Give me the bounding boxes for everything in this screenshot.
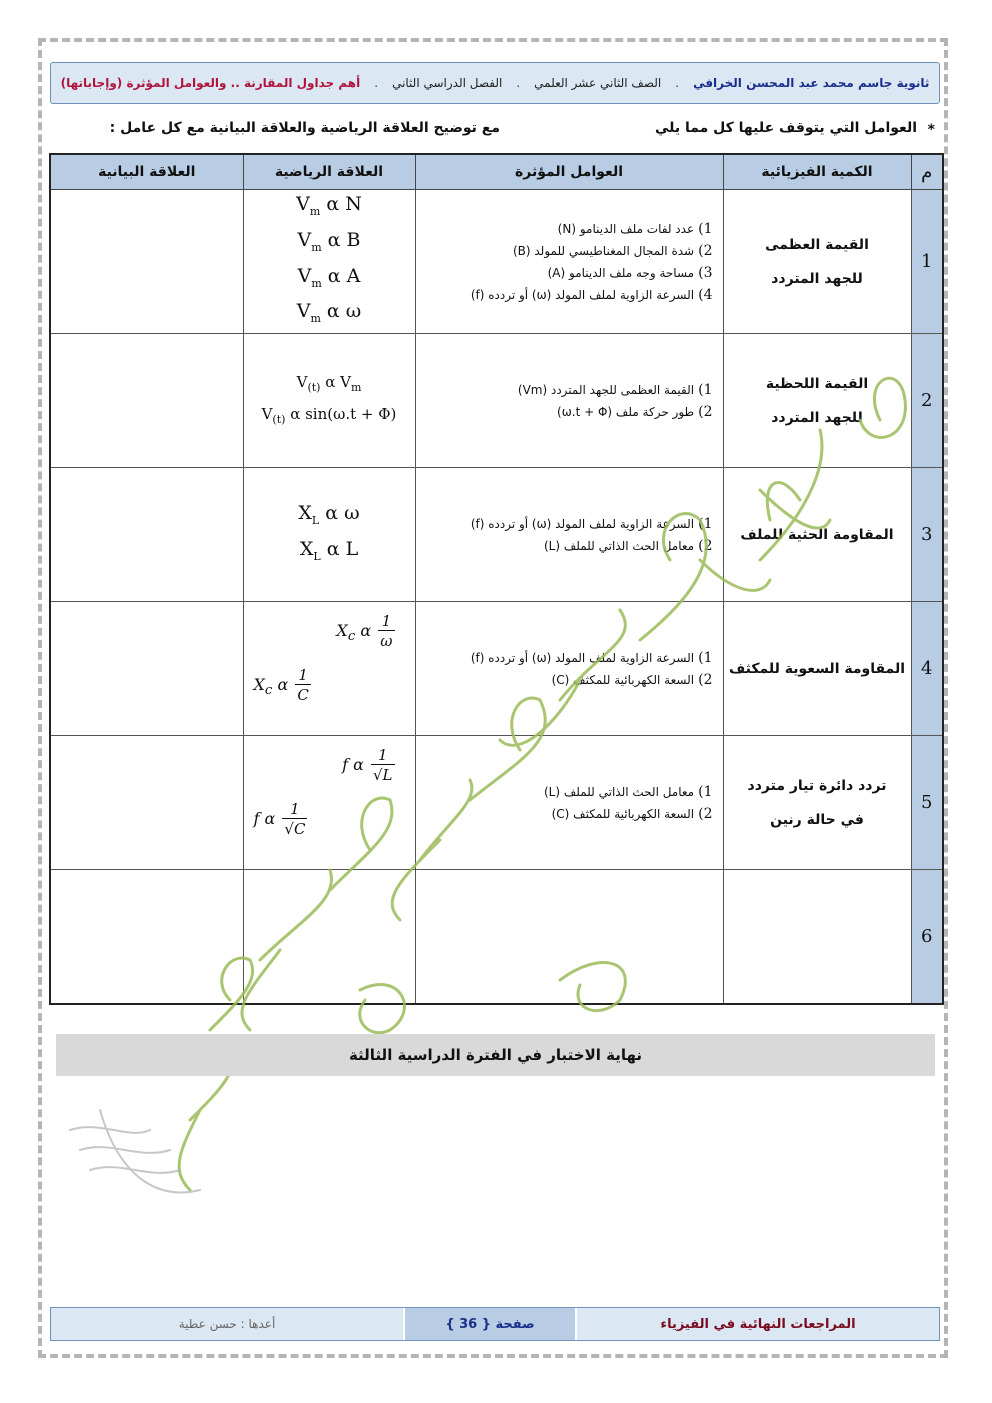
quantity-cell [723, 334, 911, 468]
math-cell [243, 736, 415, 870]
factor-item: 3)مساحة وجه ملف الدينامو (A) [547, 264, 713, 281]
math-cell [243, 190, 415, 334]
factors-cell [415, 602, 723, 736]
factor-item: 2)شدة المجال المغناطيسي للمولد (B) [512, 242, 713, 259]
quantity-line: القيمة العظمى [765, 236, 869, 253]
math-relation: $X_c$ α $\frac{1}{\omega}$ [336, 611, 393, 650]
row-number: 2 [911, 334, 943, 468]
factor-item: 4)السرعة الزاوية لملف المولد (ω) أو تردده (f) [470, 286, 713, 303]
quantity-cell [723, 602, 911, 736]
question-sub: مع توضيح العلاقة الرياضية والعلاقة البيانية مع كل عامل : [109, 120, 500, 136]
bullet-star: * [927, 122, 935, 138]
quantity-cell [723, 468, 911, 602]
row-number: 6 [911, 870, 943, 1005]
header-separator: . [675, 76, 680, 90]
factor-item: 2)السعة الكهربائية للمكثف (C) [551, 671, 713, 688]
math-cell [243, 468, 415, 602]
math-relation: $V_{(t)}$ α $V_m$ [296, 372, 362, 394]
math-cell [243, 870, 415, 1005]
term-label: الفصل الدراسي الثاني [392, 76, 503, 90]
factor-item: 1)السرعة الزاوية لملف المولد (ω) أو تردده (f) [470, 515, 713, 532]
table-row [50, 870, 943, 1005]
row-number: 1 [911, 190, 943, 334]
page-footer [50, 1307, 940, 1341]
row-number: 4 [911, 602, 943, 736]
page-number: صفحة { 36 } [403, 1308, 575, 1340]
graph-cell [50, 468, 243, 602]
footer-title: المراجعات النهائية في الفيزياء [575, 1308, 939, 1340]
factor-item: 2)معامل الحث الذاتي للملف (L) [543, 537, 713, 554]
graph-cell [50, 736, 243, 870]
quantity-line: المقاومة السعوية للمكثف [729, 660, 905, 677]
math-relation: $X_L$ α ω [298, 501, 360, 527]
quantity-cell [723, 870, 911, 1005]
table-row [50, 334, 943, 468]
math-relation: $V_m$ α ω [296, 300, 362, 326]
quantity-cell [723, 736, 911, 870]
footer-author: أعدها : حسن عطية [51, 1308, 403, 1340]
table-row [50, 190, 943, 334]
school-name: ثانوية جاسم محمد عبد المحسن الخرافي [693, 76, 930, 90]
graph-cell [50, 602, 243, 736]
grade-label: الصف الثاني عشر العلمي [534, 76, 662, 90]
math-relation: $V_m$ α A [297, 264, 361, 290]
question-line [60, 120, 935, 144]
math-relation: $V_{(t)}$ α sin(ω.t + Φ) [261, 404, 397, 426]
factors-table [49, 153, 944, 1005]
factor-item: 1)السرعة الزاوية لملف المولد (ω) أو تردده (f) [470, 649, 713, 666]
math-relation: $V_m$ α N [296, 193, 362, 218]
header-factors: العوامل المؤثرة [415, 154, 723, 190]
table-row [50, 736, 943, 870]
math-relation: f α $\frac{1}{√L}$ [342, 745, 393, 784]
math-relation: $V_m$ α B [297, 228, 361, 254]
header-separator: . [516, 76, 521, 90]
factors-cell [415, 870, 723, 1005]
factor-item: 1)عدد لفات ملف الدينامو (N) [557, 220, 713, 237]
factors-cell [415, 190, 723, 334]
table-header-row [50, 154, 943, 190]
quantity-cell [723, 190, 911, 334]
question-main: العوامل التي يتوقف عليها كل مما يلي [654, 120, 917, 136]
header-math: العلاقة الرياضية [243, 154, 415, 190]
graph-cell [50, 190, 243, 334]
header-num: م [911, 154, 943, 190]
graph-cell [50, 334, 243, 468]
page-header [50, 62, 940, 104]
factor-item: 2)السعة الكهربائية للمكثف (C) [551, 805, 713, 822]
table-row [50, 602, 943, 736]
quantity-line: في حالة رنين [770, 811, 864, 828]
math-relation: $X_L$ α L [299, 537, 359, 563]
quantity-line: للجهد المتردد [771, 270, 863, 287]
factors-cell [415, 736, 723, 870]
math-relation: $X_c$ α $\frac{1}{C}$ [253, 665, 309, 704]
math-cell [243, 602, 415, 736]
topic-label: أهم جداول المقارنة .. والعوامل المؤثرة (وإجاباتها) [60, 76, 361, 90]
header-separator: . [374, 76, 379, 90]
header-quantity: الكمية الفيزيائية [723, 154, 911, 190]
row-number: 5 [911, 736, 943, 870]
quantity-line: القيمة اللحظية [765, 375, 869, 392]
factors-cell [415, 468, 723, 602]
table-row [50, 468, 943, 602]
factor-item: 1)معامل الحث الذاتي للملف (L) [543, 783, 713, 800]
factors-cell [415, 334, 723, 468]
math-relation: f α $\frac{1}{√C}$ [253, 799, 306, 838]
graph-cell [50, 870, 243, 1005]
math-cell [243, 334, 415, 468]
quantity-line: المقاومة الحثية للملف [740, 526, 894, 543]
header-graph: العلاقة البيانية [50, 154, 243, 190]
factor-item: 2)طور حركة ملف (ω.t + Φ) [557, 403, 713, 420]
quantity-line: تردد دائرة تيار متردد [747, 777, 887, 794]
end-note-bar: نهاية الاختبار في الفترة الدراسية الثالثة [56, 1034, 935, 1076]
factor-item: 1)القيمة العظمى للجهد المتردد (Vm) [517, 381, 713, 398]
quantity-line: للجهد المتردد [771, 409, 863, 426]
row-number: 3 [911, 468, 943, 602]
